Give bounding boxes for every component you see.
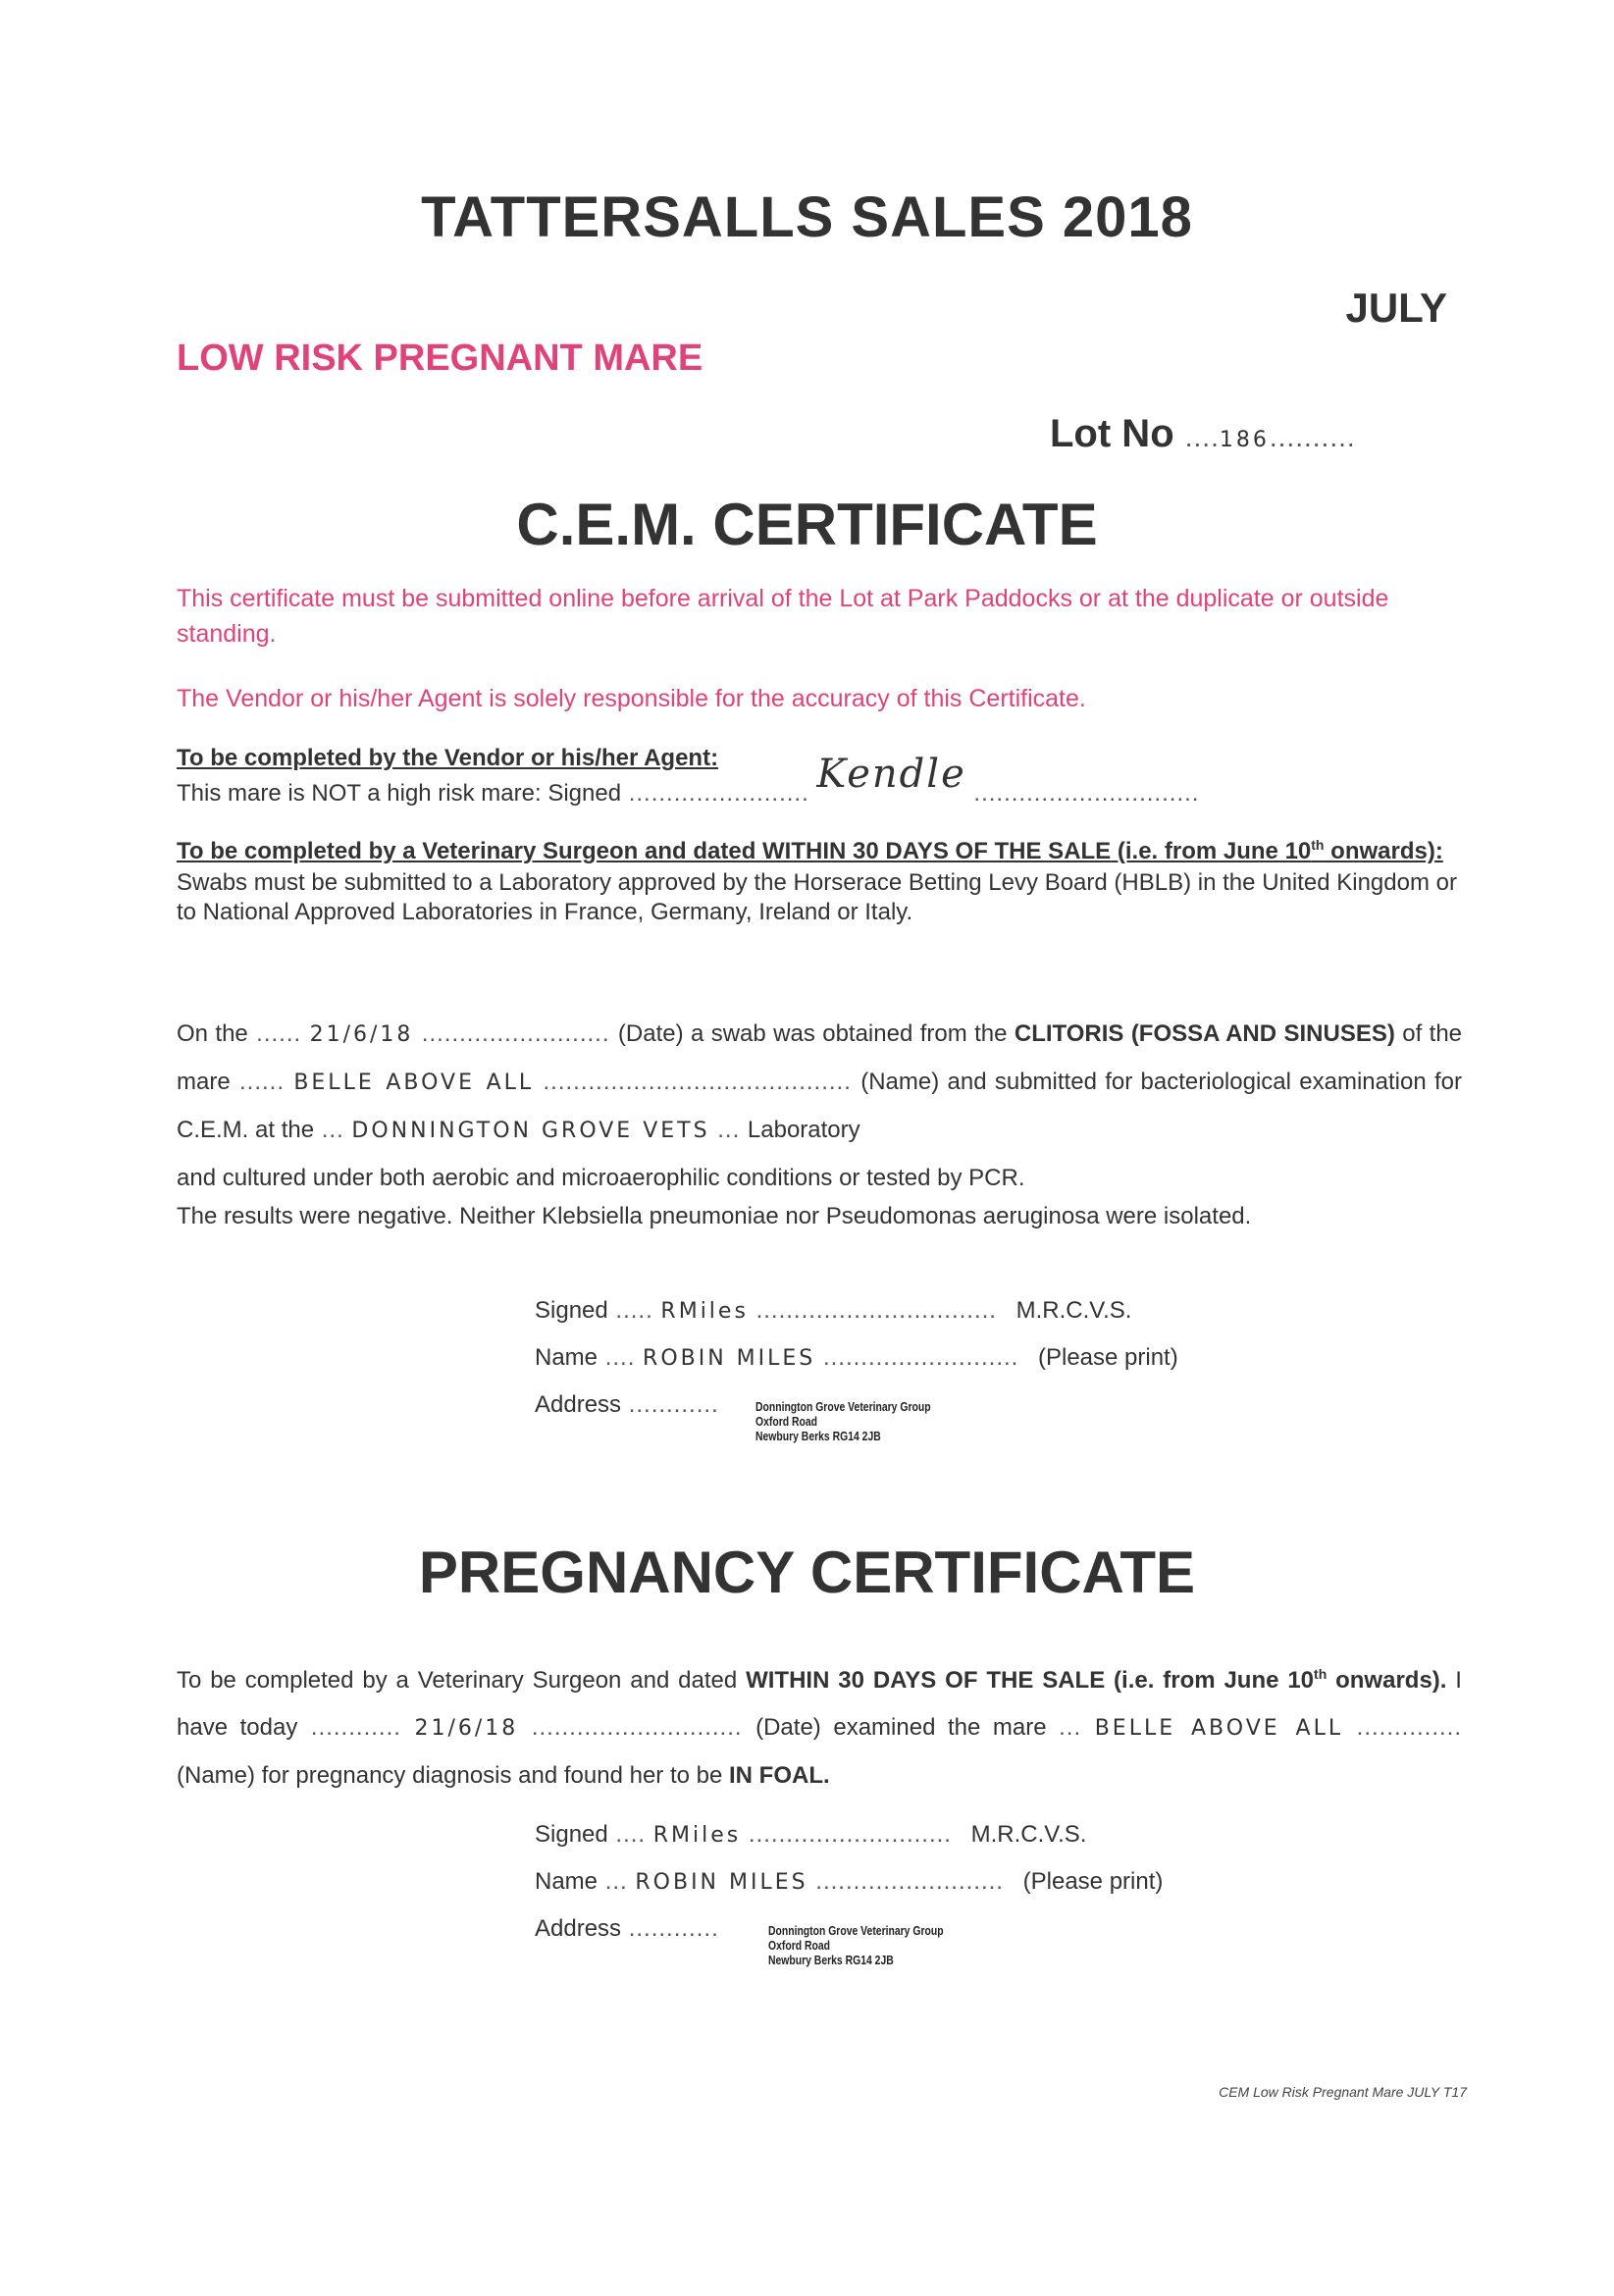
- month-label: JULY: [1345, 285, 1447, 331]
- preg-line2-text: I have today: [177, 1667, 1462, 1741]
- preg-name-label: Name: [535, 1868, 599, 1895]
- vet-heading-sup: th: [1311, 837, 1325, 853]
- preg-address-stamp: [768, 1923, 987, 1967]
- of-the-mare: of the mare: [177, 1020, 1463, 1095]
- preg-line2-sup: th: [1314, 1666, 1328, 1682]
- preg-address-line2: Oxford Road: [768, 1938, 830, 1953]
- vet-heading-bold: WITHIN 30 DAYS OF THE SALE: [762, 838, 1112, 864]
- signed-label: Signed: [535, 1297, 608, 1324]
- vet-heading-text: To be completed by a Veterinary Surgeon and dated: [177, 838, 763, 864]
- preg-mare-name: BELLE ABOVE ALL: [1094, 1716, 1344, 1741]
- results-text: The results were negative. Neither Klebsiella pneumoniae nor Pseudomonas aeruginosa were isolated.: [177, 1203, 1252, 1229]
- vet-heading: [177, 830, 1457, 866]
- address-line2: Oxford Road: [755, 1414, 817, 1429]
- exam-text: for bacteriological examination for C.E.M. at the: [177, 1069, 1463, 1143]
- preg-signoff: Signed .... RMiles ........................... M.R.C.V.S. Name ... ROBIN MILES ......................... (Please print) Address ............ Donnington Grove Veterinary Group Oxford Road Newbury Berks RG14 2JB: [535, 1821, 1164, 1967]
- cem-address-stamp: [755, 1399, 974, 1443]
- preg-line1-bold: WITHIN 30 DAYS OF THE SALE: [746, 1667, 1106, 1694]
- swab-date: 21/6/18: [309, 1022, 414, 1047]
- document-title: TATTERSALLS SALES 2018: [421, 185, 1193, 249]
- cem-certificate-title: C.E.M. CERTIFICATE: [516, 492, 1098, 557]
- preg-date: 21/6/18: [414, 1716, 519, 1741]
- vet-heading-date: (i.e. from June 10: [1111, 838, 1312, 864]
- on-the-label: On the: [177, 1020, 248, 1047]
- preg-line3-text: (Name) for pregnancy diagnosis and found her to be: [177, 1762, 730, 1789]
- lot-value: 186: [1219, 428, 1270, 452]
- vendor-heading: To be completed by the Vendor or his/her Agent:: [177, 745, 719, 771]
- lot-number-field: Lot No ....186..........: [1050, 412, 1356, 455]
- date-suffix: (Date) a swab was obtained from the: [617, 1020, 1015, 1047]
- preg-address-line3: Newbury Berks RG14 2JB: [768, 1953, 894, 1967]
- name-value: ROBIN MILES: [643, 1346, 816, 1371]
- cultured-text: and cultured under both aerobic and microaerophilic conditions or tested by PCR.: [177, 1165, 1025, 1191]
- vendor-statement: This mare is NOT a high risk mare: Signed: [177, 780, 622, 807]
- lab-suffix: Laboratory: [747, 1117, 860, 1143]
- responsibility-notice: The Vendor or his/her Agent is solely responsible for the accuracy of this Certificate.: [177, 685, 1086, 712]
- pregnancy-certificate-title: PREGNANCY CERTIFICATE: [418, 1539, 1196, 1605]
- name-suffix: (Name) and submitted: [860, 1069, 1097, 1095]
- swabs-text: Swabs must be submitted to a Laboratory approved by the Horserace Betting Levy Board (HBLB) in the United Kingdom or to National Approved Laboratories in France, Germany, Ireland or Italy.: [177, 869, 1457, 925]
- mrcvs-label: M.R.C.V.S.: [1015, 1297, 1132, 1324]
- signed-value: RMiles: [660, 1299, 749, 1324]
- vendor-signature: Kendle: [816, 752, 966, 797]
- preg-line2-onwards: onwards).: [1327, 1667, 1447, 1694]
- lab-name: DONNINGTON GROVE VETS: [351, 1119, 710, 1143]
- cem-signoff: Signed ..... RMiles ................................ M.R.C.V.S. Name .... ROBIN MILES .......................... (Please print) Address ............ Donnington Grove Veterinary Group Oxford Road Newbury Berks RG14 2JB: [535, 1297, 1178, 1443]
- preg-address-line1: Donnington Grove Veterinary Group: [768, 1923, 944, 1938]
- preg-please-print: (Please print): [1022, 1868, 1164, 1895]
- vet-section: [177, 830, 1457, 927]
- preg-line1-date: (i.e. from June: [1105, 1667, 1279, 1694]
- preg-line2-suffix: (Date) examined the mare: [755, 1714, 1047, 1741]
- address-line3: Newbury Berks RG14 2JB: [755, 1429, 881, 1443]
- pregnancy-body: To be completed by a Veterinary Surgeon and dated WITHIN 30 DAYS OF THE SALE (i.e. from June 10th onwards). I have today ............ 21/6/18 ............................ (Date) examined the mare ... BELLE ABOVE ALL .............. (Name) for pregnancy diagnosis and found her to be IN FOAL.: [177, 1666, 1463, 1789]
- swab-site: CLITORIS (FOSSA AND SINUSES): [1014, 1020, 1395, 1047]
- mare-name: BELLE ABOVE ALL: [293, 1070, 535, 1095]
- preg-address-label: Address: [535, 1915, 622, 1942]
- preg-line2-day: 10: [1287, 1667, 1315, 1694]
- address-line1: Donnington Grove Veterinary Group: [755, 1399, 931, 1414]
- preg-signed-value: RMiles: [652, 1823, 742, 1848]
- vet-heading-end: onwards):: [1324, 838, 1443, 864]
- please-print: (Please print): [1037, 1344, 1178, 1371]
- vendor-section: To be completed by the Vendor or his/her Agent: This mare is NOT a high risk mare: Signed ........................ Kendle ..............................: [177, 744, 1472, 809]
- preg-mrcvs-label: M.R.C.V.S.: [970, 1821, 1087, 1848]
- cem-body: On the ...... 21/6/18 ......................... (Date) a swab was obtained from the CLITORIS (FOSSA AND SINUSES) of the mare ...... BELLE ABOVE ALL ......................................... (Name) and submitted for bacteriological examination for C.E.M. at the ... DONNINGTON GROVE VETS ... Laboratory and cultured under both aerobic and microaerophilic conditions or tested by PCR. The results were negative. Neither Klebsiella pneumoniae nor Pseudomonas aeruginosa were isolated.: [177, 1020, 1463, 1229]
- preg-line3-bold: IN FOAL.: [729, 1762, 830, 1789]
- preg-name-value: ROBIN MILES: [635, 1870, 808, 1895]
- lot-label: Lot No: [1050, 412, 1185, 455]
- risk-label: LOW RISK PREGNANT MARE: [177, 338, 703, 379]
- name-label: Name: [535, 1344, 599, 1371]
- footer-reference: CEM Low Risk Pregnant Mare JULY T17: [1219, 2084, 1467, 2100]
- preg-signed-label: Signed: [535, 1821, 608, 1848]
- preg-line1-text: To be completed by a Veterinary Surgeon and dated: [177, 1667, 747, 1694]
- submit-notice: This certificate must be submitted online before arrival of the Lot at Park Paddocks or at the duplicate or outside standing.: [177, 585, 1389, 648]
- address-label: Address: [535, 1391, 622, 1418]
